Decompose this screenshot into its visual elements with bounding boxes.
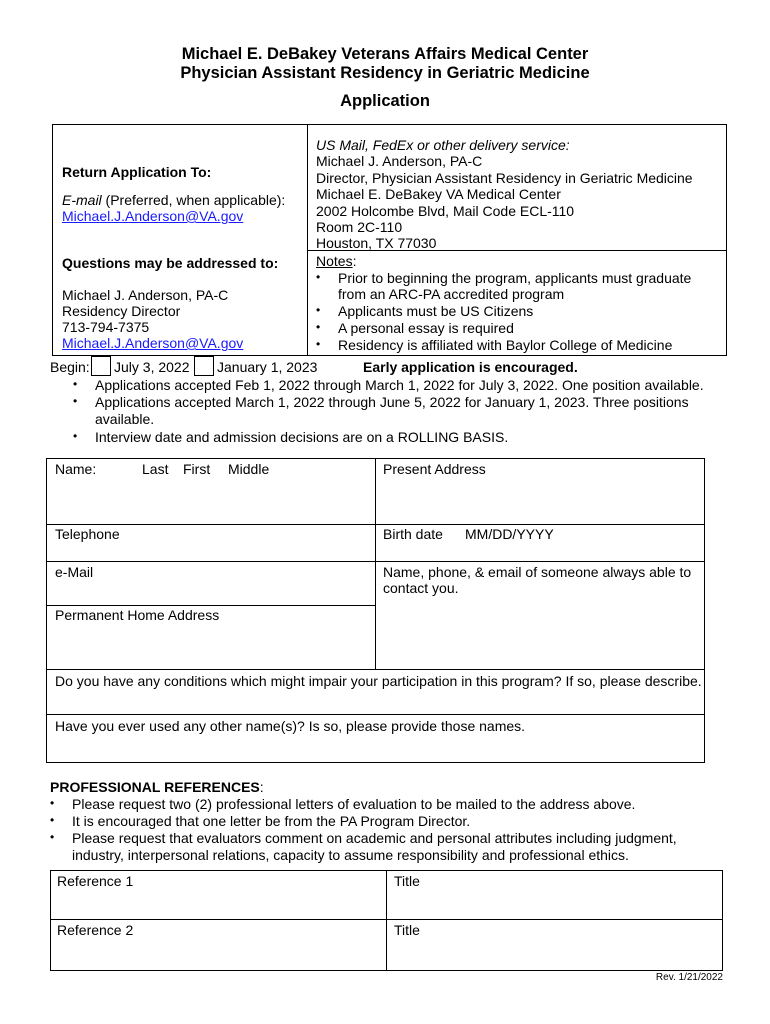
contact-line-3: 713-794-7375 bbox=[62, 319, 150, 335]
contact-line-2: Residency Director bbox=[62, 303, 181, 319]
begin-july-label: July 3, 2022 bbox=[114, 359, 190, 375]
note-bullet-3: • bbox=[316, 320, 321, 334]
schedule-bullet-1: • bbox=[73, 377, 78, 391]
mail-line-3: Michael E. DeBakey VA Medical Center bbox=[316, 186, 561, 202]
info-box-divider-vertical bbox=[307, 124, 308, 356]
mail-line-6: Houston, TX 77030 bbox=[316, 235, 437, 251]
permanent-address-label: Permanent Home Address bbox=[55, 607, 220, 623]
begin-july-checkbox[interactable] bbox=[91, 356, 111, 376]
schedule-item-3: Interview date and admission decisions are on a ROLLING BASIS. bbox=[95, 429, 509, 445]
notes-colon: : bbox=[352, 253, 357, 269]
schedule-item-2: Applications accepted March 1, 2022 through June 5, 2022 for January 1, 2023. Three positions bbox=[95, 394, 689, 410]
email-field[interactable] bbox=[47, 562, 374, 604]
name-first-label: First bbox=[183, 461, 211, 477]
mail-line-5: Room 2C-110 bbox=[316, 219, 403, 235]
reference-1-title-field[interactable] bbox=[387, 871, 722, 918]
birth-date-format: MM/DD/YYYY bbox=[465, 526, 554, 542]
ref-bullet-2: • bbox=[50, 813, 55, 827]
name-middle-label: Middle bbox=[228, 461, 270, 477]
begin-january-checkbox[interactable] bbox=[194, 356, 214, 376]
reference-2-label: Reference 2 bbox=[57, 922, 134, 938]
note-item-1: Prior to beginning the program, applicants must graduate bbox=[338, 270, 692, 286]
schedule-item-2-cont: available. bbox=[95, 411, 155, 427]
title-line-2: Physician Assistant Residency in Geriatric Medicine bbox=[180, 64, 590, 82]
ref-item-3: Please request that evaluators comment on academic and personal attributes including judgment, bbox=[72, 830, 677, 846]
note-bullet-1: • bbox=[316, 270, 321, 284]
schedule-bullet-2: • bbox=[73, 394, 78, 408]
contact-line-1: Michael J. Anderson, PA-C bbox=[62, 287, 229, 303]
revision-date: Rev. 1/21/2022 bbox=[655, 972, 723, 983]
email-label: E-mail bbox=[62, 192, 102, 208]
return-email-link[interactable]: Michael.J.Anderson@VA.gov bbox=[62, 208, 244, 224]
mail-line-2: Director, Physician Assistant Residency in Geriatric Medicine bbox=[316, 170, 693, 186]
telephone-label: Telephone bbox=[55, 526, 120, 542]
reference-2-title-label: Title bbox=[394, 922, 420, 938]
name-label: Name: bbox=[55, 461, 97, 477]
references-heading bbox=[50, 779, 264, 796]
begin-january-label: January 1, 2023 bbox=[217, 359, 318, 375]
ref-bullet-1: • bbox=[50, 796, 55, 810]
mail-line-1: Michael J. Anderson, PA-C bbox=[316, 153, 483, 169]
page-subtitle: Application bbox=[340, 92, 430, 110]
notes-label: Notes bbox=[316, 253, 353, 269]
references-heading-text: PROFESSIONAL REFERENCES bbox=[50, 779, 260, 795]
reference-1-title-label: Title bbox=[394, 873, 420, 889]
email-preferred-label bbox=[62, 192, 285, 209]
schedule-item-1: Applications accepted Feb 1, 2022 through March 1, 2022 for July 3, 2022. One position available. bbox=[95, 377, 704, 393]
reference-1-label: Reference 1 bbox=[57, 873, 134, 889]
early-application-note: Early application is encouraged. bbox=[363, 359, 578, 375]
references-heading-colon: : bbox=[259, 779, 264, 795]
note-item-1-cont: from an ARC-PA accredited program bbox=[338, 286, 565, 302]
name-last-label: Last bbox=[142, 461, 169, 477]
ref-item-2: It is encouraged that one letter be from the PA Program Director. bbox=[72, 813, 471, 829]
title-line-1: Michael E. DeBakey Veterans Affairs Medical Center bbox=[181, 45, 589, 63]
questions-label: Questions may be addressed to: bbox=[62, 255, 279, 271]
mail-line-4: 2002 Holcombe Blvd, Mail Code ECL-110 bbox=[316, 203, 575, 219]
return-to-label: Return Application To: bbox=[62, 164, 212, 180]
birth-date-label: Birth date bbox=[383, 526, 443, 542]
ref-item-3-cont: industry, interpersonal relations, capacity to assume responsibility and professional ethics. bbox=[72, 847, 629, 863]
conditions-question: Do you have any conditions which might impair your participation in this program? If so, please describe. bbox=[55, 673, 702, 689]
contact-email-link[interactable]: Michael.J.Anderson@VA.gov bbox=[62, 335, 244, 351]
mail-header: US Mail, FedEx or other delivery service: bbox=[316, 137, 570, 153]
begin-label: Begin: bbox=[50, 359, 90, 375]
emergency-contact-label-1: Name, phone, & email of someone always able to bbox=[383, 564, 692, 580]
note-bullet-4: • bbox=[316, 337, 321, 351]
present-address-label: Present Address bbox=[383, 461, 486, 477]
emergency-contact-label-2: contact you. bbox=[383, 580, 459, 596]
ref-bullet-3: • bbox=[50, 830, 55, 844]
note-item-4: Residency is affiliated with Baylor College of Medicine bbox=[338, 337, 673, 353]
email-field-label: e-Mail bbox=[55, 564, 94, 580]
ref-item-1: Please request two (2) professional letters of evaluation to be mailed to the address above. bbox=[72, 796, 636, 812]
notes-heading bbox=[316, 253, 356, 270]
note-item-3: A personal essay is required bbox=[338, 320, 514, 336]
other-names-question: Have you ever used any other name(s)? Is so, please provide those names. bbox=[55, 718, 526, 734]
note-item-2: Applicants must be US Citizens bbox=[338, 303, 534, 319]
note-bullet-2: • bbox=[316, 303, 321, 317]
email-note: (Preferred, when applicable): bbox=[101, 192, 286, 208]
schedule-bullet-3: • bbox=[73, 429, 78, 443]
reference-2-title-field[interactable] bbox=[387, 920, 722, 970]
